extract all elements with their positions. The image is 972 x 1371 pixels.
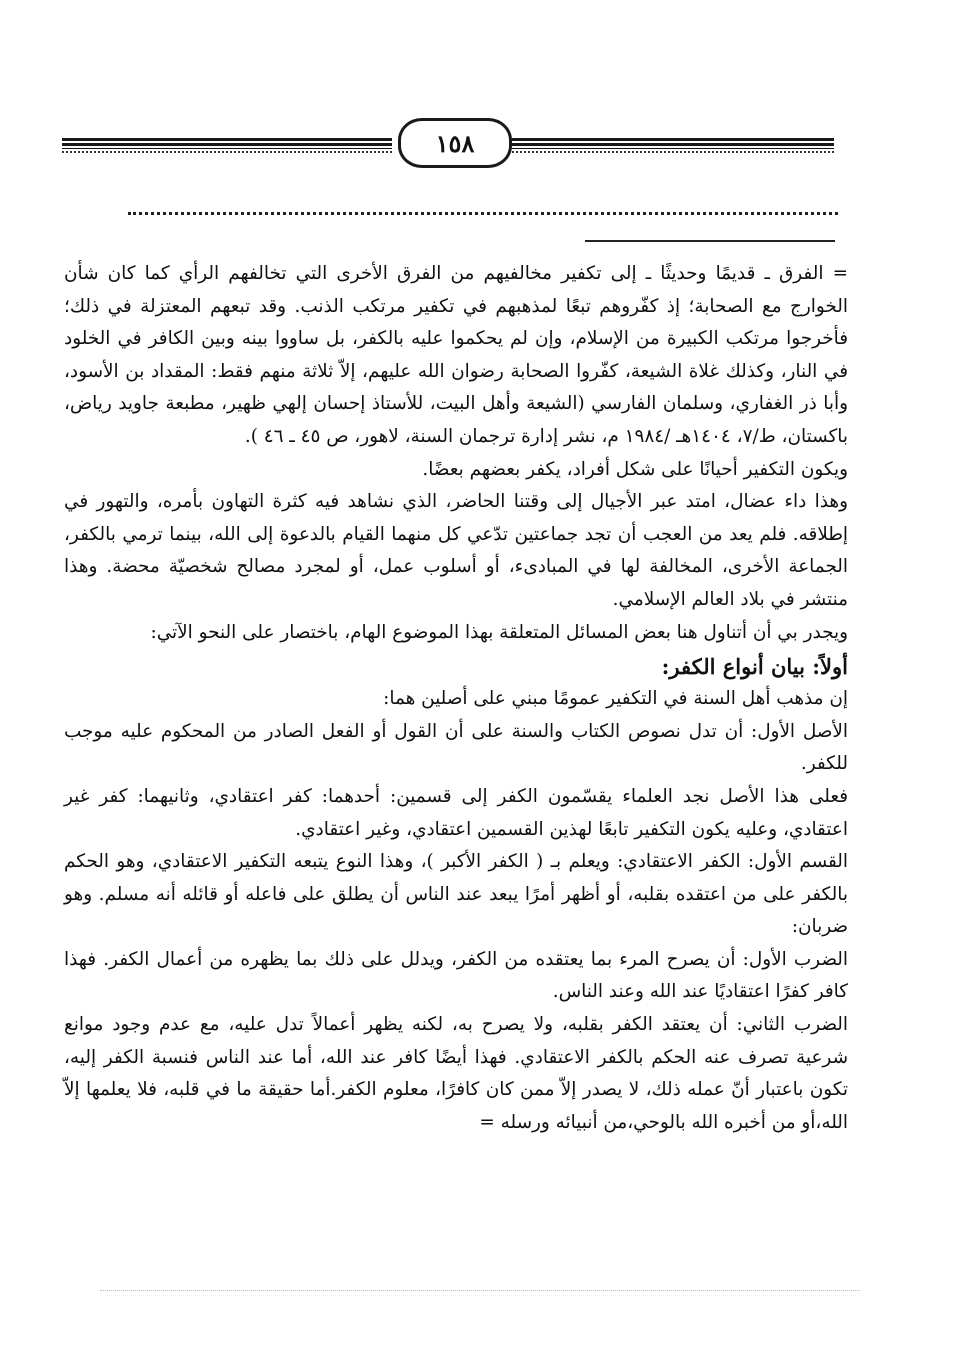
page-number — [398, 118, 512, 168]
scan-artifact-line — [100, 1290, 860, 1291]
paragraph-chronic-disease: وهذا داء عضال، امتد عبر الأجيال إلى وقتنا الحاضر، الذي نشاهد فيه كثرة التهاون بأمره، والتهور في إطلاقه. فلم يعد من العجب أن تجد جماعتين تدّعي كل منهما القيام بالدعوة إلى الله، بينما ترمي بالكفر، الجماعة الأخرى، المخالفة لها في المبادىء، أو أسلوب عمل، أو لمجرد مصالح شخصيّة محضة. وهذا منتشر في بلاد العالم الإسلامي. — [64, 491, 848, 610]
paragraph-first-division: القسم الأول: الكفر الاعتقادي: ويعلم بـ ( الكفر الأكبر )، وهذا النوع يتبعه التكفير الاعتقادي، وهو الحكم بالكفر على من اعتقده بقلبه، أو أظهر أمرًا يبعد عند الناس أن يطلق على فاعله أو قائله أنه مسلم. وهو ضربان: — [64, 851, 848, 938]
paragraph-intro-topics: ويجدر بي أن أتناول هنا بعض المسائل المتعلقة بهذا الموضوع الهام، باختصار على النحو الآتي: — [150, 621, 848, 643]
paragraph-first-kind: الضرب الأول: أن يصرح المرء بما يعتقده من الكفر، ويدلل على ذلك بما يظهره من أعمال الكفر. فهذا كافر كفرًا اعتقاديًا عند الله وعند الناس. — [64, 948, 848, 1003]
paragraph-two-divisions: فعلى هذا الأصل نجد العلماء يقسّمون الكفر إلى قسمين: أحدهما: كفر اعتقادي، وثانيهما: كفر غير اعتقادي، وعليه يكون التكفير تابعًا لهذين القسمين اعتقادي، وغير اعتقادي. — [64, 785, 848, 840]
page-number-text: ١٥٨ — [435, 128, 475, 158]
paragraph-ahl-sunnah: إن مذهب أهل السنة في التكفير عمومًا مبني على أصلين هما: — [383, 688, 848, 710]
page-body — [64, 258, 848, 1139]
paragraph-first-principle: الأصل الأول: أن تدل نصوص الكتاب والسنة على أن القول أو الفعل الصادر من المحكوم عليه موجب للكفر. — [64, 720, 848, 775]
dotted-separator — [128, 212, 838, 215]
paragraph-second-kind: الضرب الثاني: أن يعتقد الكفر بقلبه، ولا يصرح به، لكنه يظهر أعمالاً تدل عليه، مع عدم وجود موانع شرعية تصرف عنه الحكم بالكفر الاعتقادي. فهذا أيضًا كافر عند الله، أما عند الناس فنسبة الكفر إليه، تكون باعتبار أنّ عمله ذلك، لا يصدر إلاّ ممن كان كافرًا، معلوم الكفر.أما حقيقة ما في قلبه، فلا يعلمها إلاّ الله،أو من أخبره الله بالوحي،من أنبيائه ورسله = — [64, 1014, 848, 1133]
paragraph-individual-takfir: ويكون التكفير أحيانًا على شكل أفراد، يكفر بعضهم بعضًا. — [422, 458, 848, 480]
header-rule-right — [512, 138, 834, 155]
section-heading: أولاً: بيان أنواع الكفر: — [661, 654, 848, 680]
header-rule-left — [62, 138, 392, 155]
footnote-rule — [585, 240, 835, 242]
paragraph-footnote-continuation: = الفرق ـ قديمًا وحديثًا ـ إلى تكفير مخالفيهم من الفرق الأخرى التي تخالفهم الرأي كما كان شأن الخوارج مع الصحابة؛ إذ كفّروهم تبعًا لمذهبهم في تكفير مرتكب الذنب. وقد تبعهم المعتزلة في ذلك؛ فأخرجوا مرتكب الكبيرة من الإسلام، وإن لم يحكموا عليه بالكفر، بل ساووا بينه وبين الكافر في الخلود في النار، وكذلك غلاة الشيعة، كفّروا الصحابة رضوان الله عليهم، إلاّ ثلاثة منهم فقط: المقداد بن الأسود، وأبا ذر الغفاري، وسلمان الفارسي (الشيعة وأهل البيت، للأستاذ إحسان إلهي ظهير، مطبعة جاويد رياض، باكستان، ط/٧، ١٤٠٤هـ /١٩٨٤ م، نشر إدارة ترجمان السنة، لاهور، ص ٤٥ ـ ٤٦ ). — [64, 263, 848, 447]
